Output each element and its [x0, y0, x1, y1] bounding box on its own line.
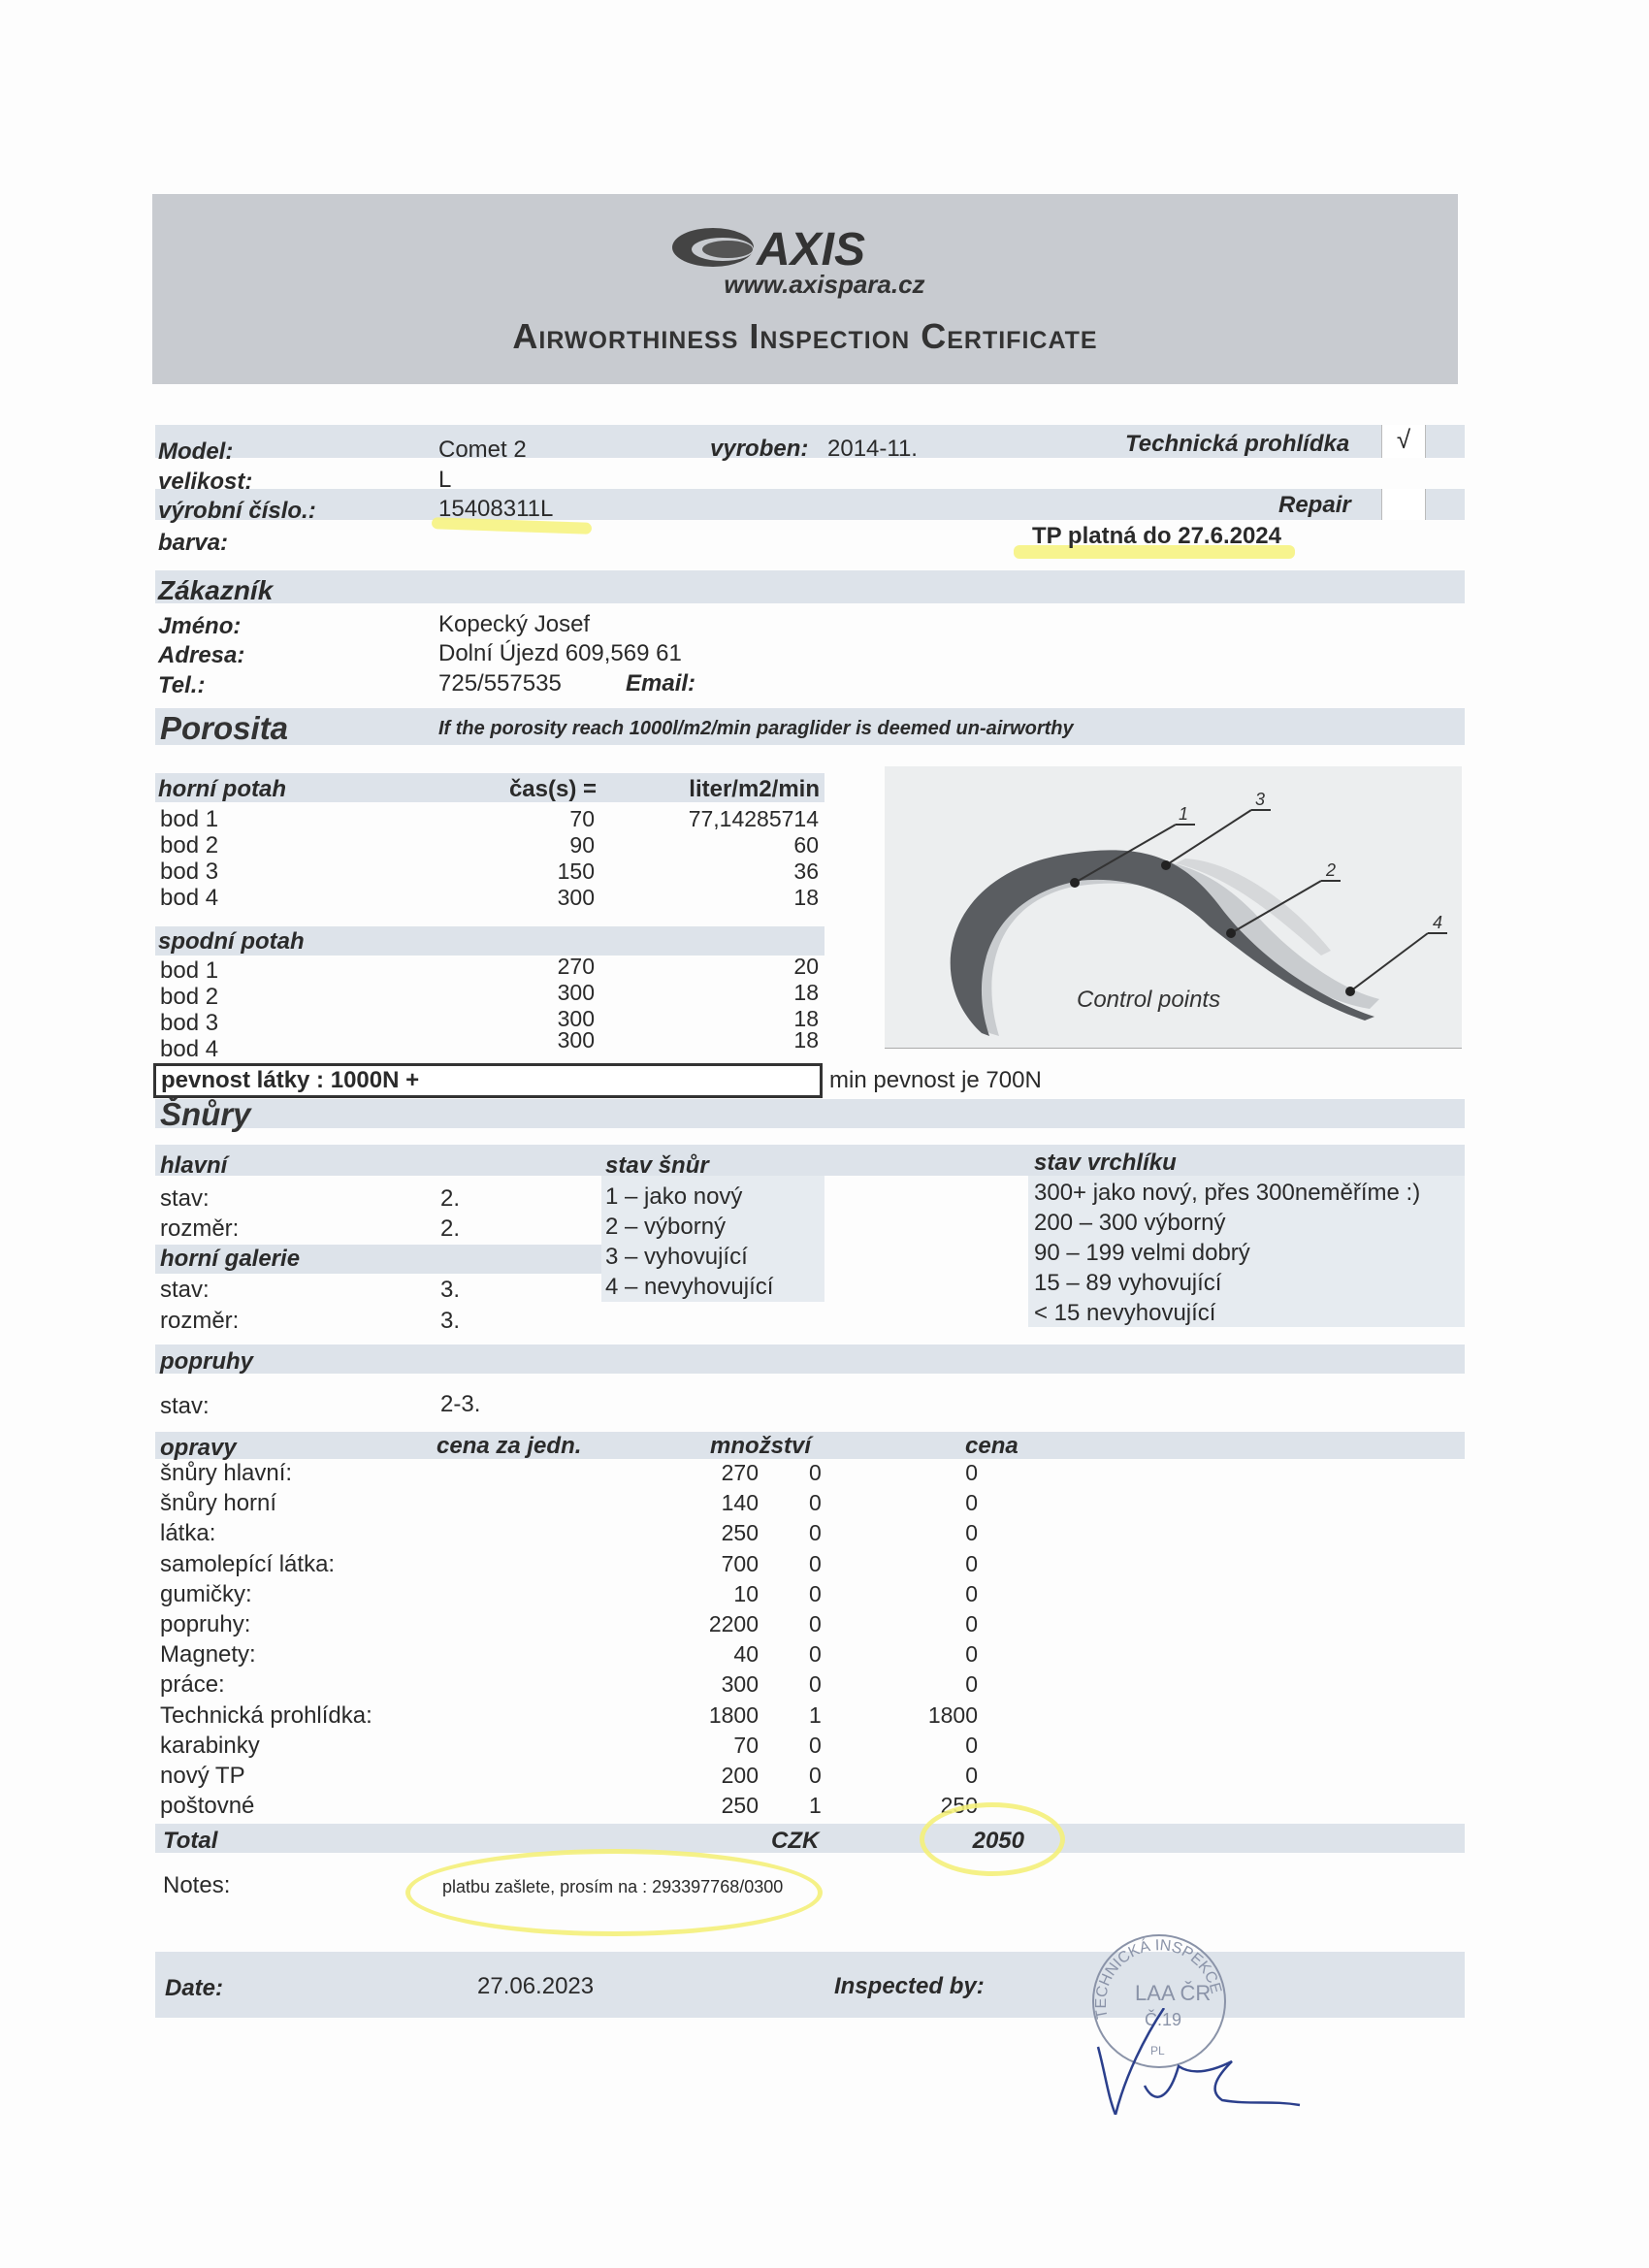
point-label: bod 1	[160, 806, 219, 832]
table-row	[160, 1520, 1033, 1550]
svg-text:LAA ČR: LAA ČR	[1135, 1981, 1212, 2005]
point-label: bod 4	[160, 1036, 219, 1062]
flow-value: 77,14285714	[688, 806, 819, 831]
certificate-title: Airworthiness Inspection Certificate	[512, 316, 1098, 356]
svg-text:Č.19: Č.19	[1145, 2010, 1182, 2029]
size-value: L	[438, 467, 452, 493]
quantity: 0	[809, 1520, 822, 1546]
time-value: 300	[557, 1006, 595, 1031]
flow-value: 18	[793, 885, 819, 910]
time-value: 70	[569, 806, 595, 831]
table-row	[160, 1793, 1033, 1823]
repair-checkbox[interactable]	[1381, 489, 1426, 520]
legend-item: 90 – 199 velmi dobrý	[1034, 1240, 1250, 1266]
repair-item: práce:	[160, 1671, 225, 1699]
serial-value: 15408311L	[438, 496, 554, 522]
flow-column-header: liter/m2/min	[689, 776, 820, 802]
table-row	[158, 1008, 823, 1034]
quantity: 0	[809, 1671, 822, 1698]
flow-value: 20	[793, 954, 819, 979]
repairs-price-header: cena	[965, 1433, 1018, 1459]
table-row	[158, 857, 823, 883]
address-value: Dolní Újezd 609,569 61	[438, 640, 682, 666]
legend-item: 3 – vyhovující	[605, 1244, 748, 1270]
table-row	[160, 1671, 1033, 1701]
point-label: bod 2	[160, 984, 219, 1010]
price: 1800	[927, 1701, 978, 1728]
quantity: 0	[809, 1550, 822, 1576]
price: 0	[965, 1641, 978, 1668]
table-row	[158, 830, 823, 857]
harness-state-label: stav:	[160, 1393, 210, 1419]
vyroben-value: 2014-11.	[827, 436, 918, 462]
lines-band	[155, 1099, 1465, 1128]
fabric-strength-minimum: min pevnost je 700N	[829, 1067, 1042, 1093]
table-row	[158, 956, 823, 982]
customer-band	[155, 570, 1465, 603]
upper-gallery-title: horní galerie	[160, 1246, 301, 1272]
control-points-diagram	[885, 766, 1462, 1049]
lower-surface-title: spodní potah	[158, 928, 305, 955]
unit-price: 140	[721, 1490, 759, 1516]
time-column-header: čas(s) =	[508, 776, 597, 802]
time-value: 300	[557, 1027, 595, 1053]
line-legend-title: stav šnůr	[605, 1152, 709, 1179]
quantity: 0	[809, 1732, 822, 1758]
unit-price: 300	[721, 1671, 759, 1698]
upper-surface-table	[158, 804, 823, 909]
tech-check-checkbox[interactable]: √	[1381, 425, 1426, 458]
repair-item: poštovné	[160, 1793, 255, 1820]
quantity: 0	[809, 1580, 822, 1606]
website-url: www.axispara.cz	[724, 270, 925, 299]
repair-label: Repair	[1278, 492, 1351, 518]
table-row	[160, 1763, 1033, 1793]
table-row	[160, 1581, 1033, 1611]
lines-section-title: Šnůry	[160, 1096, 251, 1132]
model-value: Comet 2	[438, 437, 527, 463]
flow-value: 18	[793, 980, 819, 1005]
date-value: 27.06.2023	[477, 1973, 595, 1999]
svg-text:PL: PL	[1150, 2044, 1165, 2057]
point-label: bod 1	[160, 957, 219, 984]
unit-price: 70	[733, 1732, 759, 1758]
marker-2: 2	[1326, 860, 1337, 880]
table-row	[160, 1611, 1033, 1641]
quantity: 0	[809, 1610, 822, 1636]
unit-price: 10	[733, 1580, 759, 1606]
time-value: 300	[557, 980, 595, 1005]
time-value: 270	[557, 954, 595, 979]
point-label: bod 3	[160, 1010, 219, 1036]
unit-price: 700	[721, 1550, 759, 1576]
quantity: 1	[809, 1701, 822, 1728]
total-label: Total	[163, 1828, 218, 1854]
unit-price: 250	[721, 1520, 759, 1546]
time-value: 90	[569, 832, 595, 858]
email-label: Email:	[626, 670, 696, 697]
legend-item: 1 – jako nový	[605, 1183, 743, 1210]
porosity-note: If the porosity reach 1000l/m2/min paraglider is deemed un-airworthy	[438, 718, 1074, 739]
name-value: Kopecký Josef	[438, 611, 591, 637]
upper-state-value: 3.	[440, 1277, 461, 1303]
diagram-caption: Control points	[1077, 987, 1221, 1013]
flow-value: 60	[793, 832, 819, 858]
repair-item: látka:	[160, 1520, 216, 1547]
flow-value: 36	[793, 859, 819, 884]
harness-state-value: 2-3.	[440, 1391, 481, 1417]
customer-section-title: Zákazník	[158, 575, 274, 605]
price: 0	[965, 1460, 978, 1485]
marker-4: 4	[1433, 913, 1443, 932]
time-value: 300	[557, 885, 595, 910]
point-label: bod 4	[160, 885, 219, 911]
upper-size-label: rozměr:	[160, 1308, 240, 1334]
repairs-unit-price-header: cena za jedn.	[436, 1433, 582, 1459]
legend-item: 200 – 300 výborný	[1034, 1210, 1226, 1236]
tech-check-label: Technická prohlídka	[1125, 431, 1350, 457]
table-row	[160, 1460, 1033, 1490]
price: 0	[965, 1610, 978, 1636]
legend-item: 4 – nevyhovující	[605, 1274, 774, 1300]
model-label: Model:	[158, 438, 234, 465]
table-row	[158, 982, 823, 1008]
repair-item: šnůry horní	[160, 1490, 277, 1517]
table-row	[160, 1702, 1033, 1733]
flow-value: 18	[793, 1027, 819, 1053]
notes-label: Notes:	[163, 1872, 231, 1898]
lower-surface-table	[158, 956, 823, 1060]
price: 0	[965, 1520, 978, 1546]
unit-price: 40	[733, 1641, 759, 1668]
paraglider-wing-icon	[885, 766, 1462, 1048]
table-row	[158, 804, 823, 830]
inspected-by-label: Inspected by:	[834, 1973, 985, 1999]
main-state-label: stav:	[160, 1185, 210, 1212]
repair-item: samolepící látka:	[160, 1550, 336, 1577]
main-lines-title: hlavní	[160, 1152, 228, 1179]
repair-item: Magnety:	[160, 1641, 256, 1669]
flow-value: 18	[793, 1006, 819, 1031]
legend-item: < 15 nevyhovující	[1034, 1300, 1216, 1326]
repairs-quantity-header: množství	[710, 1433, 812, 1459]
price: 250	[940, 1793, 978, 1819]
repairs-item-header: opravy	[160, 1435, 237, 1461]
repair-item: gumičky:	[160, 1580, 252, 1607]
canopy-legend-list	[1034, 1178, 1420, 1328]
date-label: Date:	[165, 1975, 224, 2001]
tel-label: Tel.:	[158, 672, 206, 698]
serial-band	[155, 489, 1465, 520]
upper-size-value: 3.	[440, 1308, 461, 1334]
main-size-label: rozměr:	[160, 1215, 240, 1242]
price: 0	[965, 1671, 978, 1698]
quantity: 0	[809, 1641, 822, 1668]
repair-item: karabinky	[160, 1732, 260, 1759]
price: 0	[965, 1580, 978, 1606]
repair-item: Technická prohlídka:	[160, 1701, 372, 1729]
legend-item: 300+ jako nový, přes 300neměříme :)	[1034, 1180, 1421, 1206]
vyroben-label: vyroben:	[710, 436, 809, 462]
axis-logo-icon	[669, 223, 922, 272]
repairs-table	[160, 1460, 1033, 1823]
inspector-signature-icon	[1086, 2008, 1310, 2115]
marker-1: 1	[1179, 804, 1189, 824]
quantity: 0	[809, 1762, 822, 1788]
svg-text:AXIS: AXIS	[757, 224, 866, 272]
currency-label: CZK	[771, 1828, 820, 1854]
total-value: 2050	[972, 1828, 1024, 1854]
table-row	[158, 883, 823, 909]
name-label: Jméno:	[158, 613, 242, 639]
legend-item: 2 – výborný	[605, 1214, 727, 1240]
svg-text:TECHNICKÁ INSPEKCE: TECHNICKÁ INSPEKCE	[1092, 1937, 1225, 2021]
color-label: barva:	[158, 530, 229, 556]
tp-valid-text: TP platná do 27.6.2024	[1032, 523, 1282, 549]
main-size-value: 2.	[440, 1215, 461, 1242]
unit-price: 270	[721, 1460, 759, 1485]
table-row	[160, 1733, 1033, 1763]
table-row	[160, 1490, 1033, 1520]
quantity: 0	[809, 1460, 822, 1485]
quantity: 1	[809, 1793, 822, 1819]
serial-label: výrobní číslo.:	[158, 498, 316, 524]
table-row	[158, 1027, 823, 1062]
price: 0	[965, 1490, 978, 1516]
point-label: bod 2	[160, 832, 219, 859]
price: 0	[965, 1762, 978, 1788]
unit-price: 1800	[708, 1701, 759, 1728]
harness-title: popruhy	[160, 1348, 253, 1375]
price: 0	[965, 1732, 978, 1758]
unit-price: 200	[721, 1762, 759, 1788]
fabric-strength-value: pevnost látky : 1000N +	[161, 1067, 420, 1093]
upper-surface-title: horní potah	[158, 776, 286, 802]
tel-value: 725/557535	[438, 670, 562, 697]
notes-value: platbu zašlete, prosím na : 293397768/0300	[442, 1877, 784, 1896]
canopy-legend-title: stav vrchlíku	[1034, 1150, 1177, 1176]
table-row	[160, 1551, 1033, 1581]
quantity: 0	[809, 1490, 822, 1516]
address-label: Adresa:	[158, 642, 245, 668]
point-label: bod 3	[160, 859, 219, 885]
unit-price: 2200	[708, 1610, 759, 1636]
price: 0	[965, 1550, 978, 1576]
marker-3: 3	[1255, 790, 1266, 809]
time-value: 150	[557, 859, 595, 884]
harness-band	[155, 1345, 1465, 1374]
line-legend-list	[605, 1182, 773, 1302]
lines-subheader-band	[155, 1145, 1465, 1176]
porosity-section-title: Porosita	[160, 710, 289, 746]
size-label: velikost:	[158, 469, 253, 495]
upper-state-label: stav:	[160, 1277, 210, 1303]
repair-item: nový TP	[160, 1762, 245, 1789]
main-state-value: 2.	[440, 1185, 461, 1212]
repair-item: popruhy:	[160, 1610, 251, 1637]
repair-item: šnůry hlavní:	[160, 1460, 293, 1486]
unit-price: 250	[721, 1793, 759, 1819]
table-row	[160, 1641, 1033, 1671]
legend-item: 15 – 89 vyhovující	[1034, 1270, 1222, 1296]
